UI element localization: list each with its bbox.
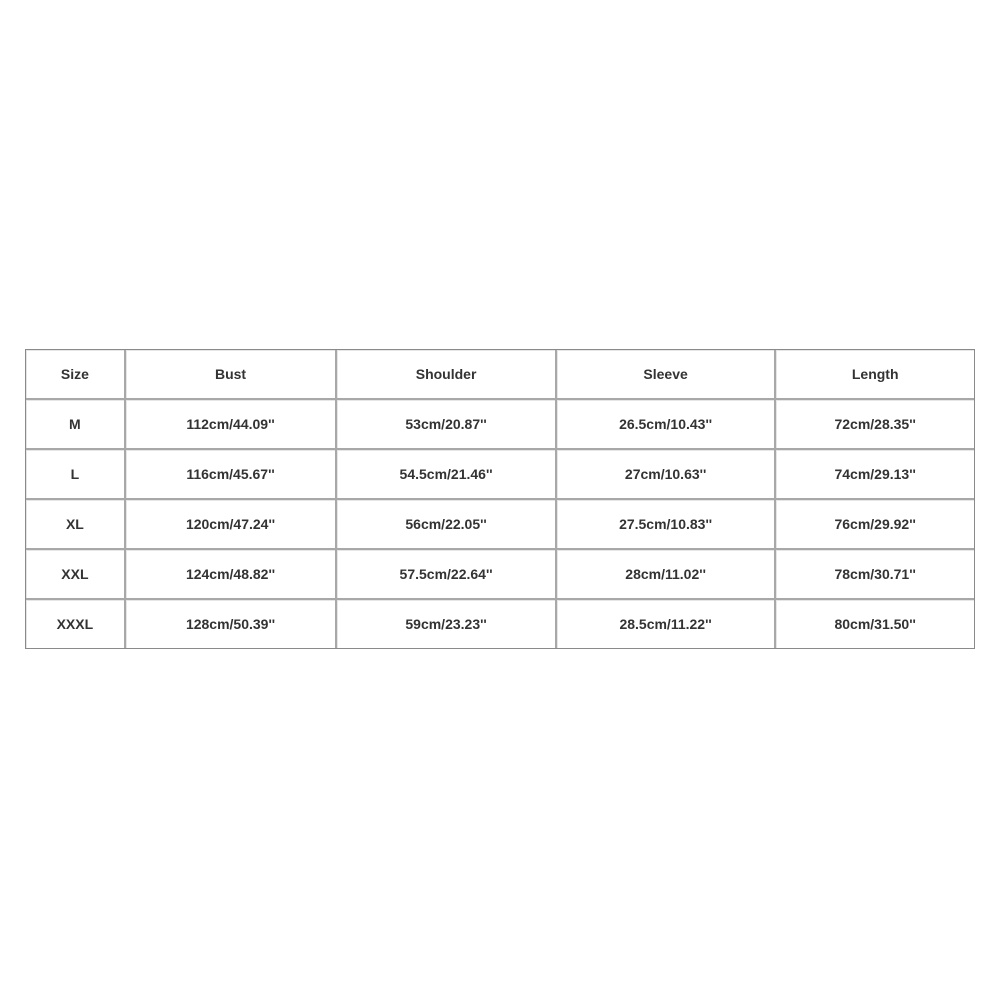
size-chart-table xyxy=(25,349,975,649)
cell-bust: 120cm/47.24'' xyxy=(126,500,338,550)
cell-bust: 128cm/50.39'' xyxy=(126,600,338,648)
cell-shoulder: 57.5cm/22.64'' xyxy=(337,550,557,600)
cell-length: 78cm/30.71'' xyxy=(776,550,974,600)
header-size: Size xyxy=(26,350,126,400)
header-shoulder: Shoulder xyxy=(337,350,557,400)
cell-shoulder: 53cm/20.87'' xyxy=(337,400,557,450)
table-row xyxy=(26,550,974,600)
cell-bust: 116cm/45.67'' xyxy=(126,450,338,500)
cell-size: XL xyxy=(26,500,126,550)
cell-size: XXL xyxy=(26,550,126,600)
cell-length: 72cm/28.35'' xyxy=(776,400,974,450)
cell-sleeve: 26.5cm/10.43'' xyxy=(557,400,777,450)
cell-shoulder: 54.5cm/21.46'' xyxy=(337,450,557,500)
table-row xyxy=(26,450,974,500)
cell-bust: 124cm/48.82'' xyxy=(126,550,338,600)
cell-sleeve: 27.5cm/10.83'' xyxy=(557,500,777,550)
cell-size: XXXL xyxy=(26,600,126,648)
cell-bust: 112cm/44.09'' xyxy=(126,400,338,450)
cell-sleeve: 28.5cm/11.22'' xyxy=(557,600,777,648)
header-length: Length xyxy=(776,350,974,400)
cell-size: L xyxy=(26,450,126,500)
header-sleeve: Sleeve xyxy=(557,350,777,400)
cell-length: 80cm/31.50'' xyxy=(776,600,974,648)
header-bust: Bust xyxy=(126,350,338,400)
cell-length: 74cm/29.13'' xyxy=(776,450,974,500)
cell-shoulder: 59cm/23.23'' xyxy=(337,600,557,648)
table-header-row xyxy=(26,350,974,400)
cell-length: 76cm/29.92'' xyxy=(776,500,974,550)
cell-sleeve: 28cm/11.02'' xyxy=(557,550,777,600)
cell-shoulder: 56cm/22.05'' xyxy=(337,500,557,550)
cell-sleeve: 27cm/10.63'' xyxy=(557,450,777,500)
table-row xyxy=(26,500,974,550)
table-row xyxy=(26,400,974,450)
table-row xyxy=(26,600,974,648)
cell-size: M xyxy=(26,400,126,450)
